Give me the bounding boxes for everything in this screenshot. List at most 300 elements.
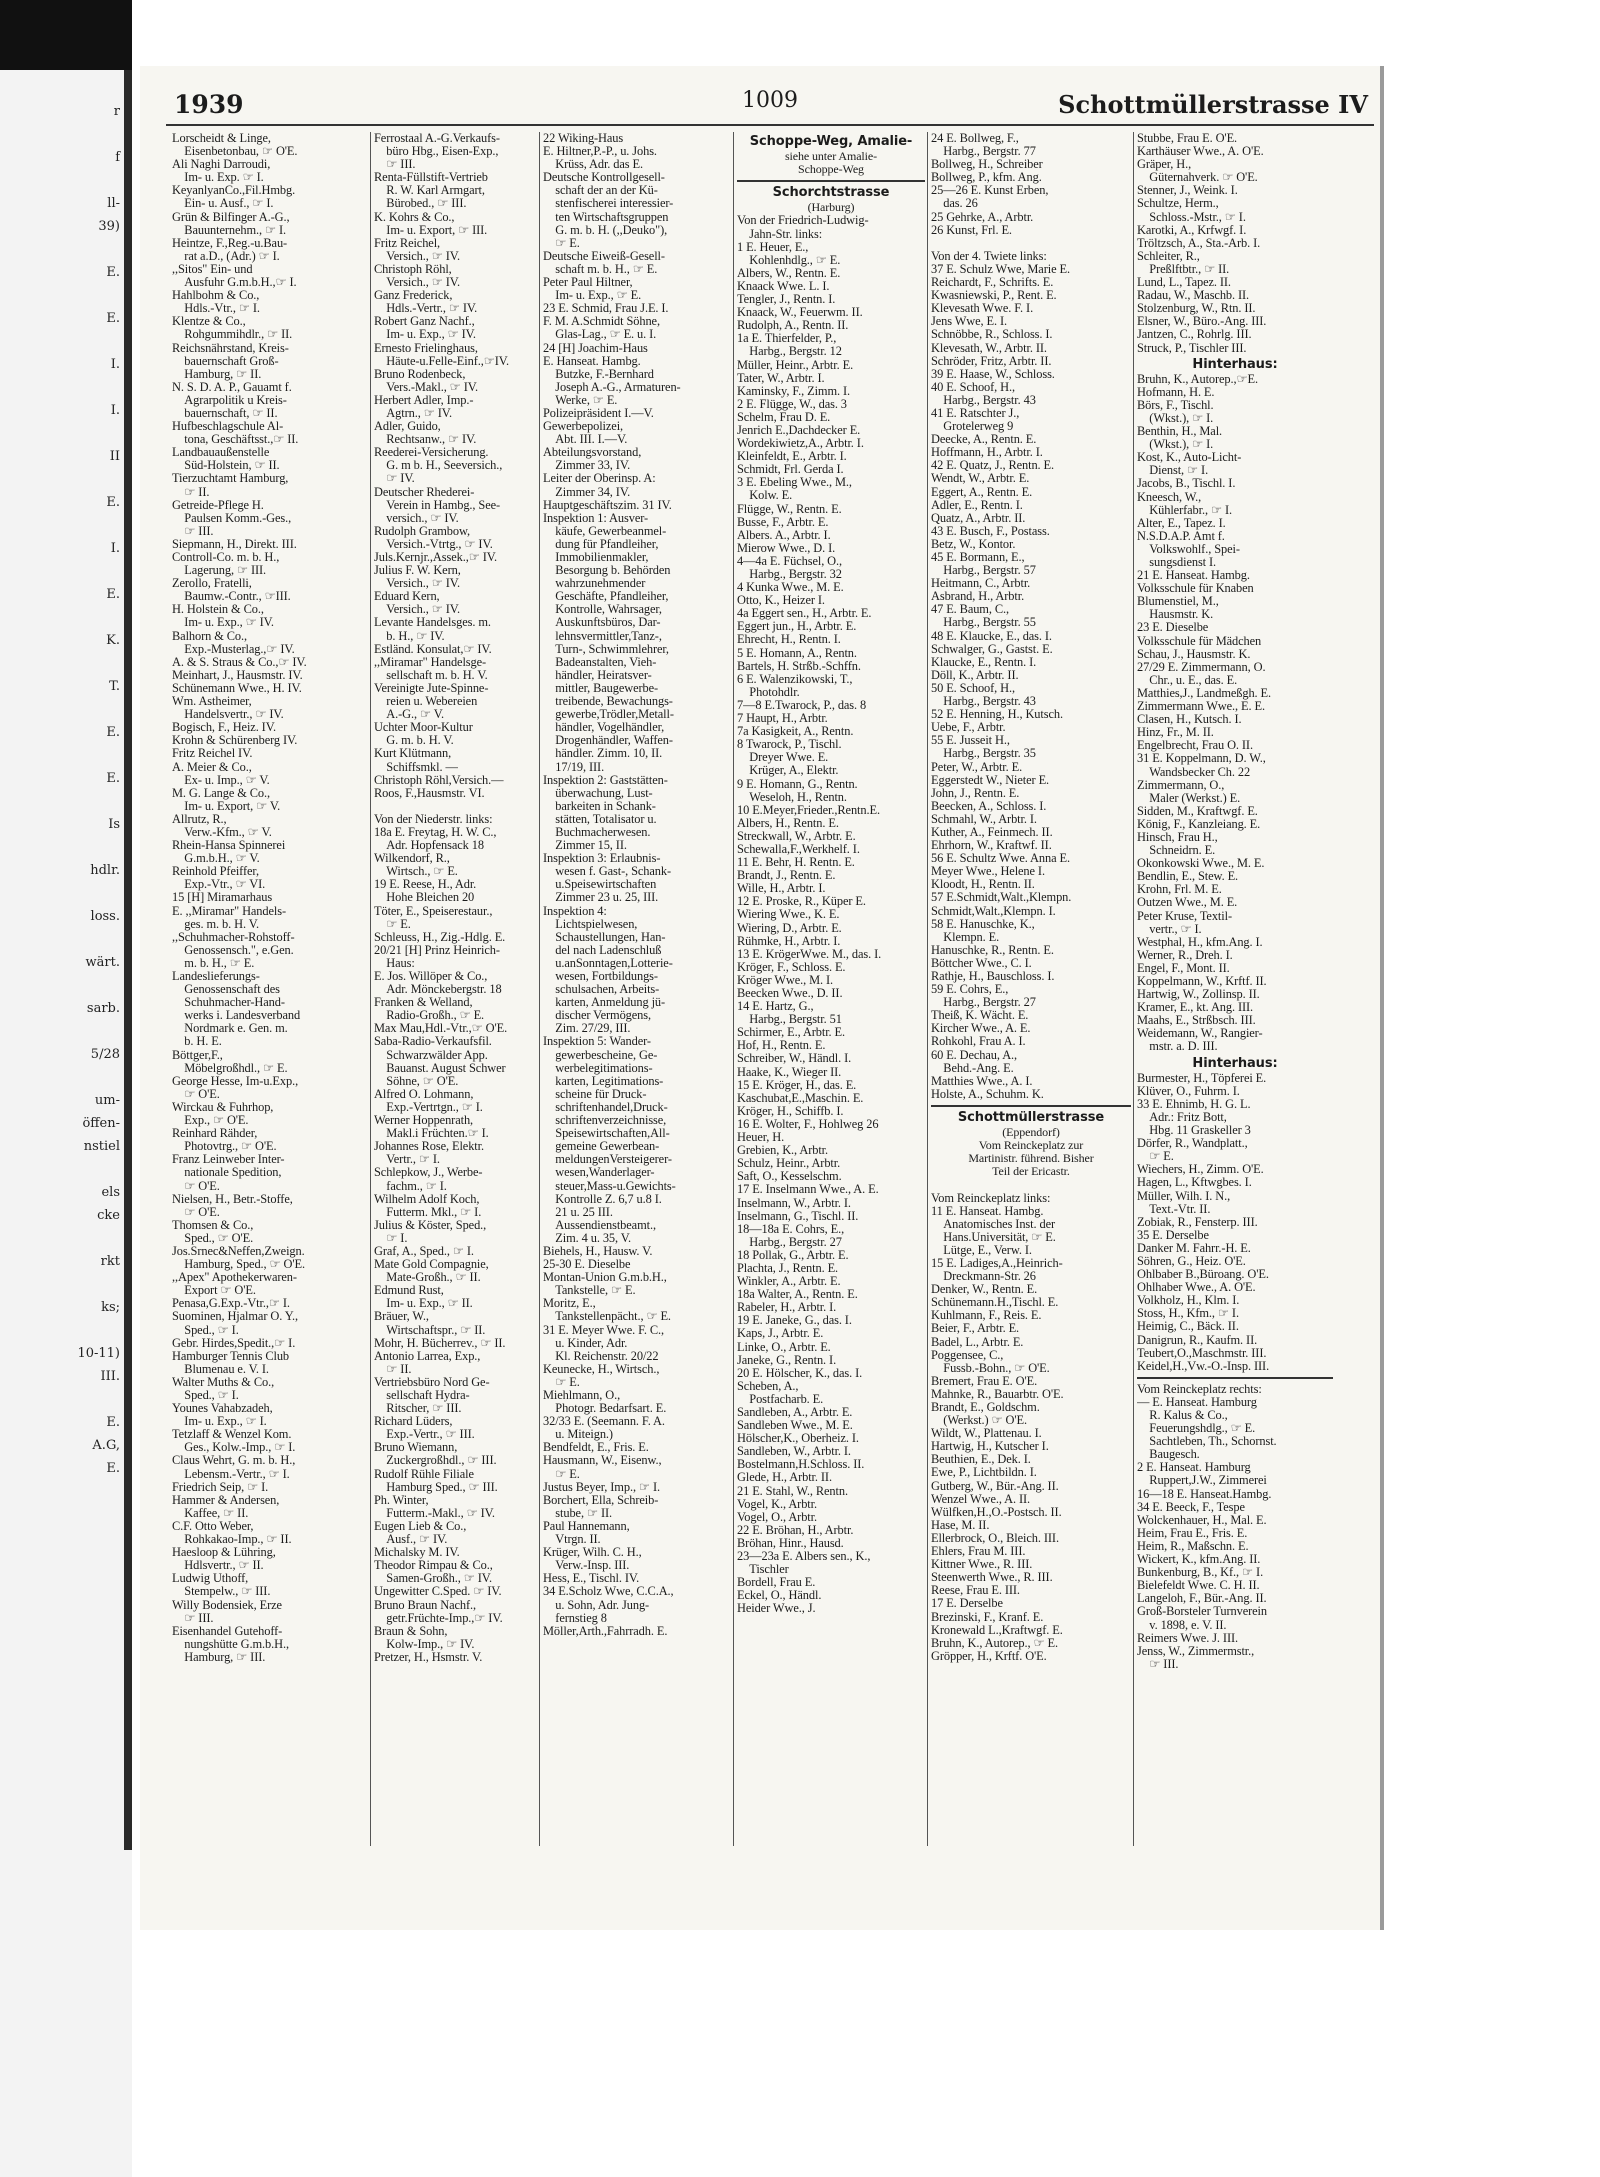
directory-entry-line: Im- u. Exp., ☞ E.: [543, 289, 642, 303]
directory-entry-line: Hufbeschlagschule Al-: [172, 420, 284, 434]
directory-entry-line: Alter, E., Tapez. I.: [1137, 516, 1226, 530]
directory-entry-line: [931, 237, 1131, 250]
directory-entry-line: Sped., ☞ O'E.: [172, 1231, 254, 1245]
directory-entry-line: Leiter der Oberinsp. A:: [543, 472, 656, 486]
directory-entry-line: Johannes Rose, Elektr.: [374, 1140, 484, 1154]
directory-entry-line: 7—8 E.Twarock, P., das. 8: [737, 698, 867, 712]
directory-entry-line: 27/29 E. Zimmermann, O.: [1137, 660, 1266, 674]
header-rule: [166, 124, 1374, 126]
directory-entry-line: 40 E. Schoof, H.,: [931, 380, 1015, 394]
directory-entry-line: Im- u. Exp., ☞ I.: [172, 1415, 267, 1429]
directory-entry-line: Verw.-Insp. III.: [543, 1559, 630, 1573]
directory-entry-line: Genossensch.", e.Gen.: [172, 943, 294, 957]
directory-entry-line: Baugesch.: [1137, 1448, 1200, 1462]
directory-entry-line: Von der 4. Twiete links:: [931, 249, 1047, 263]
directory-entry-line: Aussendienstbeamt.,: [543, 1218, 656, 1232]
directory-entry-line: 23 E. Schmid, Frau J.E. I.: [543, 302, 669, 316]
directory-entry-line: u. Kinder, Adr.: [543, 1336, 628, 1350]
directory-entry-line: 57 E.Schmidt,Walt.,Klempn.: [931, 891, 1072, 905]
directory-entry-line: Moritz, E.,: [543, 1297, 596, 1311]
directory-entry-line: Levante Handelsges. m.: [374, 616, 491, 630]
directory-entry-line: Nielsen, H., Betr.-Stoffe,: [172, 1192, 293, 1206]
directory-entry-line: Zimmer 33, IV.: [543, 459, 631, 473]
directory-entry-line: 17 E. Inselmann Wwe., A. E.: [737, 1183, 879, 1197]
directory-entry-line: Krüss, Adr. das E.: [543, 158, 643, 172]
directory-entry-line: Ritscher, ☞ III.: [374, 1402, 462, 1416]
directory-entry-line: discher Vermögens,: [543, 1009, 651, 1023]
directory-entry-line: Rathje, H., Bauschloss. I.: [931, 970, 1055, 983]
directory-entry-line: Bruhn, K., Autorep., ☞ E.: [931, 1636, 1058, 1650]
directory-entry-line: Peter Paul Hiltner,: [543, 276, 633, 290]
directory-entry-line: steuer,Mass-u.Gewichts-: [543, 1179, 676, 1193]
directory-entry-line: Schuhmacher-Hand-: [172, 996, 285, 1010]
directory-entry-line: Heuer, H.: [737, 1131, 785, 1145]
directory-entry-line: 42 E. Quatz, J., Rentn. E.: [931, 459, 1055, 473]
directory-entry-line: Meyer Wwe., Helene I.: [931, 865, 1045, 879]
directory-entry-line: Harbg., Bergstr. 27: [737, 1235, 842, 1249]
directory-entry-line: 20 E. Hölscher, K., das. I.: [737, 1366, 863, 1380]
directory-entry-line: stätten, Totalisator u.: [543, 812, 657, 826]
directory-entry-line: 1a E. Thierfelder, P.,: [737, 332, 837, 346]
directory-entry-line: Schwarzwälder App.: [374, 1048, 488, 1062]
directory-entry-line: Julius & Köster, Sped.,: [374, 1218, 487, 1232]
directory-entry-line: Verein in Hambg., See-: [374, 498, 501, 512]
directory-entry-line: N.S.D.A.P. Amt f.: [1137, 529, 1225, 543]
directory-entry-line: Joseph A.-G., Armaturen-: [543, 380, 681, 394]
directory-entry-line: Vom Reinckeplatz rechts:: [1137, 1382, 1262, 1396]
directory-entry-line: Wenzel Wwe., A. II.: [931, 1492, 1031, 1506]
directory-entry-line: Koppelmann, W., Krftf. II.: [1137, 975, 1267, 988]
directory-entry-line: Exp., ☞ O'E.: [172, 1114, 249, 1128]
directory-entry-line: sellschaft Hydra-: [374, 1389, 470, 1402]
directory-entry-line: Werke, ☞ E.: [543, 393, 618, 407]
directory-entry-line: Wirtsch., ☞ E.: [374, 865, 458, 879]
directory-entry-line: ,,Sitos" Ein- und: [172, 262, 253, 276]
directory-entry-line: werks i. Landesverband: [172, 1009, 301, 1023]
directory-entry-line: Langeloh, F., Bür.-Ang. II.: [1137, 1592, 1267, 1606]
directory-entry-line: bauernschaft, ☞ II.: [172, 406, 278, 420]
directory-entry-line: Adr. Hopfensack 18: [374, 839, 484, 853]
directory-entry-line: Reinhold Pfeiffer,: [172, 865, 259, 879]
directory-entry-line: Inselmann, G., Tischl. II.: [737, 1209, 859, 1223]
directory-entry-line: 23 E. Dieselbe: [1137, 621, 1209, 635]
street-subheading: Vom Reinckeplatz zur: [978, 1138, 1084, 1153]
directory-entry-line: Chr., u. E., das. E.: [1137, 673, 1238, 687]
directory-entry-line: Wülfken,H.,O.-Postsch. II.: [931, 1505, 1062, 1519]
directory-entry-line: Jenss, W., Zimmermstr.,: [1137, 1644, 1255, 1658]
directory-entry-line: Julius F. W. Kern,: [374, 564, 461, 578]
directory-entry-line: Gröpper, H., Krftf. O'E.: [931, 1649, 1047, 1663]
directory-entry-line: Ewe, P., Lichtbildn. I.: [931, 1466, 1037, 1480]
directory-entry-line: ☞ III.: [172, 524, 214, 538]
directory-entry-line: Döll, K., Arbtr. II.: [931, 668, 1019, 682]
directory-entry-line: ges. m. b. H. V.: [172, 917, 259, 931]
directory-entry-line: Ehrecht, H., Rentn. I.: [737, 633, 841, 647]
directory-entry-line: Zimmer 15, II.: [543, 839, 627, 853]
directory-entry-line: Fritz Reichel,: [374, 236, 441, 250]
directory-entry-line: Maler (Werkst.) E.: [1137, 791, 1241, 805]
directory-entry-line: Zimmer 23 u. 25, III.: [543, 891, 659, 905]
directory-entry-line: Söhren, G., Heiz. O'E.: [1137, 1254, 1246, 1268]
directory-entry-line: Kontrolle, Wahrsager,: [543, 603, 662, 617]
directory-entry-line: 37 E. Schulz Wwe, Marie E.: [931, 262, 1070, 276]
directory-entry-line: Lund, L., Tapez. II.: [1137, 276, 1231, 290]
directory-entry-line: u. Miteign.): [543, 1428, 613, 1442]
directory-entry-line: Hofmann, H. E.: [1137, 385, 1215, 399]
directory-entry-line: 15 [H] Miramarhaus: [172, 891, 273, 905]
directory-entry-line: Hamburg, Sped., ☞ O'E.: [172, 1258, 305, 1272]
directory-entry-line: ☞ O'E.: [172, 1087, 220, 1101]
directory-entry-line: Benthin, H., Mal.: [1137, 425, 1223, 439]
directory-entry-line: Borchert, Ella, Schreib-: [543, 1493, 659, 1507]
directory-entry-line: Butzke, F.-Bernhard: [543, 367, 654, 381]
directory-entry-line: Eggert, A., Rentn. E.: [931, 485, 1033, 499]
directory-entry-line: Stubbe, Frau E. O'E.: [1137, 132, 1238, 145]
directory-entry-line: karten, Legitimations-: [543, 1074, 664, 1088]
directory-entry-line: 12 E. Proske, R., Küper E.: [737, 895, 866, 909]
directory-entry-line: Elsner, W., Büro.-Ang. III.: [1137, 315, 1267, 329]
directory-entry-line: Landeslieferungs-: [172, 970, 260, 983]
directory-entry-line: 41 E. Ratschter J.,: [931, 406, 1020, 420]
directory-entry-line: gewerbe,Trödler,Metall-: [543, 708, 674, 722]
directory-entry-line: Geschäfte, Pfandleiher,: [543, 590, 669, 604]
directory-entry-line: m. b. H., ☞ E.: [172, 956, 255, 970]
directory-entry-line: Eugen Lieb & Co.,: [374, 1519, 467, 1533]
directory-entry-line: Hans.Universität, ☞ E.: [931, 1230, 1056, 1244]
directory-entry-line: das. 26: [931, 197, 978, 211]
directory-entry-line: 34 E. Beeck, F., Tespe: [1137, 1500, 1245, 1514]
directory-entry-line: 50 E. Schoof, H.,: [931, 681, 1015, 695]
directory-entry-line: Ohlhaber Wwe., A. O'E.: [1137, 1281, 1256, 1295]
directory-entry-line: Uebe, F., Arbtr.: [931, 721, 1006, 735]
directory-entry-line: Brezinski, F., Kranf. E.: [931, 1610, 1044, 1624]
directory-entry-line: Tierzuchtamt Hamburg,: [172, 472, 289, 486]
directory-entry-line: Albers, H., Rentn. E.: [737, 816, 839, 830]
directory-entry-line: Deecke, A., Rentn. E.: [931, 433, 1037, 447]
directory-entry-line: Hase, M. II.: [931, 1518, 990, 1532]
directory-entry-line: Denker, W., Rentn. E.: [931, 1283, 1038, 1297]
directory-entry-line: Kolw. E.: [737, 489, 793, 503]
directory-entry-line: ☞ O'E.: [172, 1205, 220, 1219]
directory-entry-line: ,,Miramar" Handelsge-: [374, 655, 487, 669]
directory-entry-line: Schmahl, W., Arbtr. I.: [931, 812, 1037, 826]
previous-page-margin: [0, 0, 132, 2177]
directory-entry-line: Betz, W., Kontor.: [931, 537, 1016, 551]
directory-entry-line: ☞ O'E.: [172, 1179, 220, 1193]
directory-entry-line: Klempn. E.: [931, 930, 1000, 944]
directory-entry-line: Deutscher Rhederei-: [374, 485, 475, 499]
directory-entry-line: R. W. Karl Armgart,: [374, 184, 485, 198]
directory-entry-line: Hammer & Andersen,: [172, 1493, 280, 1507]
directory-entry-line: Lorscheidt & Linge,: [172, 132, 271, 145]
directory-entry-line: Brandt, J., Rentn. E.: [737, 869, 836, 883]
directory-entry-line: Krohn, Frl. M. E.: [1137, 883, 1222, 897]
column-divider: [539, 132, 540, 1846]
directory-entry-line: G. m. b. H. (,,Deuko"),: [543, 223, 668, 237]
directory-entry-line: Radau, W., Maschb. II.: [1137, 289, 1250, 303]
directory-entry-line: Engel, F., Mont. II.: [1137, 961, 1230, 975]
directory-entry-line: Paulsen Komm.-Ges.,: [172, 511, 292, 525]
directory-entry-line: Ausfuhr G.m.b.H.,☞ I.: [172, 276, 297, 290]
directory-entry-line: Postfacharb. E.: [737, 1392, 824, 1406]
directory-entry-line: Fussb.-Bohn., ☞ O'E.: [931, 1361, 1050, 1375]
directory-entry-line: 19 E. Reese, H., Adr.: [374, 878, 477, 892]
directory-entry-line: Inspektion 1: Ausver-: [543, 511, 649, 525]
directory-entry-line: Häute-u.Felle-Einf.,☞IV.: [374, 354, 510, 368]
directory-entry-line: N. S. D. A. P., Gauamt f.: [172, 380, 292, 394]
directory-entry-line: Samen-Großh., ☞ IV.: [374, 1572, 492, 1586]
directory-entry-line: 21 E. Stahl, W., Rentn.: [737, 1484, 848, 1498]
directory-entry-line: Inspektion 4:: [543, 904, 607, 918]
directory-entry-line: Bruno Braun Nachf.,: [374, 1598, 477, 1612]
directory-entry-line: 14 E. Hartz, G.,: [737, 1000, 814, 1014]
directory-entry-line: F. M. A.Schmidt Söhne,: [543, 315, 660, 329]
directory-entry-line: Max Mau,Hdl.-Vtr.,☞ O'E.: [374, 1022, 508, 1036]
directory-column-2: [374, 132, 538, 1842]
directory-entry-line: Tetzlaff & Wenzel Kom.: [172, 1428, 292, 1442]
directory-entry-line: Renta-Füllstift-Vertrieb: [374, 171, 488, 185]
directory-entry-line: Reichardt, F., Schrifts. E.: [931, 276, 1054, 290]
directory-entry-line: Engelbrecht, Frau O. II.: [1137, 739, 1253, 753]
directory-entry-line: Saba-Radio-Verkaufsfil.: [374, 1035, 492, 1049]
directory-entry-line: mittler, Baugewerbe-: [543, 681, 659, 695]
page-header: [166, 84, 1374, 124]
directory-entry-line: Kolw-Imp., ☞ IV.: [374, 1637, 475, 1651]
directory-entry-line: Kittner Wwe., R. III.: [931, 1558, 1033, 1572]
directory-entry-line: Klentze & Co.,: [172, 315, 246, 329]
directory-entry-line: Estländ. Konsulat,☞ IV.: [374, 642, 492, 656]
directory-entry-line: Hartwig, H., Kutscher I.: [931, 1440, 1049, 1454]
directory-entry-line: Kaps, J., Arbtr. E.: [737, 1327, 824, 1341]
directory-entry-line: ☞ E.: [1137, 1150, 1174, 1164]
directory-entry-line: schaft m. b. H., ☞ E.: [543, 262, 658, 276]
directory-entry-line: Keunecke, H., Wirtsch.,: [543, 1362, 660, 1376]
directory-entry-line: lehnsvermittler,Tanz-,: [543, 629, 662, 643]
directory-entry-line: Immobilienmakler,: [543, 551, 649, 564]
directory-entry-line: 2 E. Flügge, W., das. 3: [737, 397, 847, 411]
directory-entry-line: Harbg., Bergstr. 32: [737, 568, 842, 581]
directory-entry-line: Dreckmann-Str. 26: [931, 1270, 1036, 1284]
directory-entry-line: ☞ III.: [1137, 1657, 1179, 1671]
directory-entry-line: Bruno Rodenbeck,: [374, 367, 466, 381]
directory-entry-line: Böttcher Wwe., C. I.: [931, 956, 1032, 970]
directory-entry-line: händler, Vogelhändler,: [543, 721, 665, 735]
directory-entry-line: Handelsvertr., ☞ IV.: [172, 708, 284, 722]
directory-entry-line: 15 E. Ladiges,A.,Heinrich-: [931, 1256, 1063, 1270]
column-divider: [927, 132, 928, 1846]
directory-entry-line: Adr. Mönckebergstr. 18: [374, 983, 502, 997]
directory-entry-line: Behd.-Ang. E.: [931, 1061, 1014, 1075]
directory-entry-line: G. m. b. H. V.: [374, 734, 454, 748]
directory-entry-line: Burmester, H., Töpferei E.: [1137, 1071, 1267, 1085]
directory-entry-line: Harbg., Bergstr. 43: [931, 393, 1036, 407]
header-page-number: 1009: [742, 88, 798, 113]
directory-entry-line: 10 E.Meyer,Frieder.,Rentn.E.: [737, 803, 880, 817]
directory-entry-line: Heitmann, C., Arbtr.: [931, 577, 1031, 591]
directory-entry-line: Jacobs, B., Tischl. I.: [1137, 477, 1236, 491]
directory-entry-line: Allrutz, R.,: [172, 812, 227, 826]
directory-entry-line: A. Meier & Co.,: [172, 760, 252, 774]
directory-entry-line: überwachung, Lust-: [543, 786, 653, 800]
directory-entry-line: Bröhan, Hinr., Hausd.: [737, 1536, 844, 1550]
directory-entry-line: Vertr., ☞ I.: [374, 1153, 440, 1167]
directory-entry-line: wesen,Wanderlager-: [543, 1166, 655, 1180]
directory-entry-line: Blumenstiel, M.,: [1137, 595, 1219, 609]
directory-column-3: [543, 132, 731, 1842]
directory-entry-line: Hamburg, ☞ III.: [172, 1650, 266, 1664]
directory-entry-line: 17/19, III.: [543, 760, 605, 774]
directory-entry-line: Schleiter, R.,: [1137, 249, 1200, 263]
directory-entry-line: 24 [H] Joachim-Haus: [543, 341, 648, 355]
directory-entry-line: schulsachen, Arbeits-: [543, 983, 660, 997]
directory-entry-line: 33 E. Ehnimb, H. G. L.: [1137, 1097, 1251, 1111]
directory-entry-line: Möbelgroßhdl., ☞ E.: [172, 1061, 288, 1075]
section-rule: [1137, 1377, 1333, 1379]
directory-entry-line: Bräuer, W.,: [374, 1310, 429, 1324]
directory-entry-line: Christoph Röhl,: [374, 262, 452, 276]
directory-entry-line: Hdlsvertr., ☞ II.: [172, 1559, 264, 1573]
directory-entry-line: 8 Twarock, P., Tischl.: [737, 738, 842, 752]
directory-entry-line: Güternahverk. ☞ O'E.: [1137, 171, 1258, 185]
directory-entry-line: Kontrolle Z. 6,7 u.8 I.: [543, 1192, 662, 1206]
directory-entry-line: Badel, L., Arbtr. E.: [931, 1335, 1024, 1349]
directory-entry-line: Eggert jun., H., Arbtr. E.: [737, 620, 857, 634]
directory-entry-line: Harbg., Bergstr. 57: [931, 564, 1036, 578]
directory-entry-line: Peter Kruse, Textil-: [1137, 909, 1232, 923]
directory-entry-line: Ehrhorn, W., Kraftwf. II.: [931, 839, 1052, 853]
directory-entry-line: Mierow Wwe., D. I.: [737, 541, 836, 555]
column-divider: [1133, 132, 1134, 1846]
directory-entry-line: Ein- u. Ausf., ☞ I.: [172, 197, 274, 211]
directory-entry-line: Schau, J., Hausmstr. K.: [1137, 647, 1251, 661]
directory-entry-line: Lagerung, ☞ III.: [172, 564, 267, 578]
directory-entry-line: Schmidt,Walt.,Klempn. I.: [931, 904, 1056, 918]
directory-entry-line: Im- u. Exp., ☞ IV.: [374, 328, 476, 342]
directory-entry-line: Thomsen & Co.,: [172, 1218, 254, 1232]
directory-entry-line: Schiffsmkl. —: [374, 760, 458, 774]
directory-entry-line: Tröltzsch, A., Sta.-Arb. I.: [1137, 236, 1261, 250]
directory-column-1: [172, 132, 368, 1842]
directory-entry-line: Ex- u. Imp., ☞ V.: [172, 773, 270, 787]
directory-entry-line: Genossenschaft des: [172, 983, 280, 997]
directory-entry-line: 25 Gehrke, A., Arbtr.: [931, 210, 1034, 224]
directory-entry-line: Karthäuser Wwe., A. O'E.: [1137, 145, 1264, 159]
directory-entry-line: Abt. III. I.—V.: [543, 433, 628, 447]
directory-entry-line: Schlepkow, J., Werbe-: [374, 1166, 483, 1180]
directory-entry-line: 16—18 E. Hanseat.Hambg.: [1137, 1487, 1272, 1501]
directory-entry-line: schriftenverzeichnisse,: [543, 1114, 667, 1128]
directory-entry-line: wesen, Fortbildungs-: [543, 970, 658, 983]
directory-entry-line: Badeanstalten, Vieh-: [543, 655, 657, 669]
directory-entry-line: Schwalger, G., Gastst. E.: [931, 642, 1053, 656]
directory-entry-line: Schreiber, W., Händl. I.: [737, 1052, 852, 1066]
directory-entry-line: Poggensee, C.,: [931, 1348, 1004, 1362]
directory-entry-line: Sandleben, A., Arbtr. E.: [737, 1406, 853, 1419]
directory-entry-line: fernstieg 8: [543, 1611, 607, 1625]
directory-entry-line: Landbauaußenstelle: [172, 446, 270, 460]
directory-entry-line: Werner Hoppenrath,: [374, 1114, 474, 1128]
directory-entry-line: Möller,Arth.,Fahrradh. E.: [543, 1624, 668, 1638]
directory-entry-line: ☞ II.: [374, 1362, 412, 1376]
directory-entry-line: 34 E.Scholz Wwe, C.C.A.,: [543, 1585, 674, 1599]
header-street-title: Schottmüllerstrasse IV: [1058, 90, 1368, 119]
directory-entry-line: ,,Apex" Apothekerwaren-: [172, 1271, 297, 1285]
directory-entry-line: stenfischerei interessier-: [543, 197, 674, 211]
directory-entry-line: Speisewirtschaften,All-: [543, 1127, 670, 1141]
directory-entry-line: Busse, F., Arbtr. E.: [737, 515, 829, 529]
directory-entry-line: 17 E. Derselbe: [931, 1597, 1003, 1611]
directory-entry-line: Claus Wehrt, G. m. b. H.,: [172, 1454, 296, 1468]
directory-entry-line: ☞ I.: [374, 1231, 408, 1245]
directory-entry-line: 13 E. KrögerWwe. M., das. I.: [737, 947, 882, 961]
directory-entry-line: Mahnke, R., Bauarbtr. O'E.: [931, 1387, 1064, 1401]
directory-entry-line: Beier, F., Arbtr. E.: [931, 1322, 1020, 1336]
directory-entry-line: Meinhart, J., Hausmstr. IV.: [172, 668, 303, 682]
directory-entry-line: Beecken Wwe., D. II.: [737, 987, 843, 1000]
directory-entry-line: Anatomisches Inst. der: [931, 1217, 1055, 1231]
directory-entry-line: Stoss, H., Kfm., ☞ I.: [1137, 1307, 1239, 1321]
directory-entry-line: 7a Kasigkeit, A., Rentn.: [737, 725, 854, 739]
directory-entry-line: Auskunftsbüros, Dar-: [543, 616, 661, 630]
directory-entry-line: Controll-Co. m. b. H.,: [172, 551, 280, 564]
directory-entry-line: mstr. a. D. III.: [1137, 1040, 1218, 1054]
directory-entry-line: Schelm, Frau D. E.: [737, 410, 831, 424]
directory-entry-line: werbelegitimations-: [543, 1061, 653, 1075]
directory-entry-line: Ruppert,J.W., Zimmerei: [1137, 1474, 1267, 1488]
directory-entry-line: Scheben, A.,: [737, 1379, 799, 1393]
directory-entry-line: Albers. A., Arbtr. I.: [737, 528, 831, 542]
directory-entry-line: Jenrich E.,Dachdecker E.: [737, 423, 861, 437]
directory-entry-line: Hausmann, W., Eisenw.,: [543, 1454, 662, 1468]
directory-entry-line: Schünemann Wwe., H. IV.: [172, 681, 302, 695]
street-subheading: Martinistr. führend. Bisher: [968, 1151, 1094, 1166]
directory-entry-line: Hinz, Fr., M. II.: [1137, 726, 1214, 740]
directory-entry-line: Zuckergroßhdl., ☞ III.: [374, 1454, 497, 1468]
directory-entry-line: Robert Ganz Nachf.,: [374, 315, 475, 329]
directory-entry-line: ten Wirtschaftsgruppen: [543, 210, 669, 224]
directory-entry-line: wesen f. Gast-, Schank-: [543, 865, 672, 879]
directory-entry-line: Okonkowski Wwe., M. E.: [1137, 857, 1265, 871]
directory-entry-line: Ph. Winter,: [374, 1493, 429, 1507]
directory-entry-line: Zerollo, Fratelli,: [172, 577, 252, 591]
directory-entry-line: Turn-, Schwimmlehrer,: [543, 642, 669, 656]
directory-entry-line: E. Hiltner,P.-P., u. Johs.: [543, 145, 657, 159]
directory-entry-line: Hausmstr. K.: [1137, 608, 1214, 622]
directory-entry-line: Von der Friedrich-Ludwig-: [737, 214, 869, 228]
directory-entry-line: Paul Hannemann,: [543, 1519, 630, 1533]
directory-entry-line: karten, Anmeldung jü-: [543, 996, 666, 1010]
directory-entry-line: getr.Früchte-Imp.,☞ IV.: [374, 1611, 503, 1625]
directory-entry-line: Penasa,G.Exp.-Vtr.,☞ I.: [172, 1297, 290, 1311]
directory-entry-line: Tengler, J., Rentn. I.: [737, 293, 836, 307]
directory-entry-line: Tankstelle, ☞ E.: [543, 1284, 636, 1298]
directory-entry-line: Dienst, ☞ I.: [1137, 464, 1209, 478]
directory-entry-line: 4—4a E. Füchsel, O.,: [737, 554, 843, 568]
directory-entry-line: Exp.-Musterlag.,☞ IV.: [172, 642, 295, 656]
directory-entry-line: Franken & Welland,: [374, 996, 473, 1010]
directory-entry-line: Hartwig, W., Zollinsp. II.: [1137, 988, 1260, 1002]
directory-entry-line: Hamburg Sped., ☞ III.: [374, 1480, 498, 1494]
directory-entry-line: Versich.-Vtrtg., ☞ IV.: [374, 537, 493, 551]
directory-entry-line: Baumw.-Contr., ☞III.: [172, 590, 291, 604]
directory-entry-line: Kramer, E., kt. Ang. III.: [1137, 1001, 1254, 1015]
directory-entry-line: Krüger, Wilh. C. H.,: [543, 1546, 642, 1560]
directory-entry-line: Hinsch, Frau H.,: [1137, 830, 1218, 844]
directory-entry-line: Wiering, D., Arbtr. E.: [737, 921, 842, 935]
directory-entry-line: Tater, W., Arbtr. I.: [737, 371, 825, 385]
directory-entry-line: Mohr, H. Bücherrev., ☞ II.: [374, 1336, 506, 1350]
directory-entry-line: Bendfeldt, E., Fris. E.: [543, 1441, 649, 1455]
